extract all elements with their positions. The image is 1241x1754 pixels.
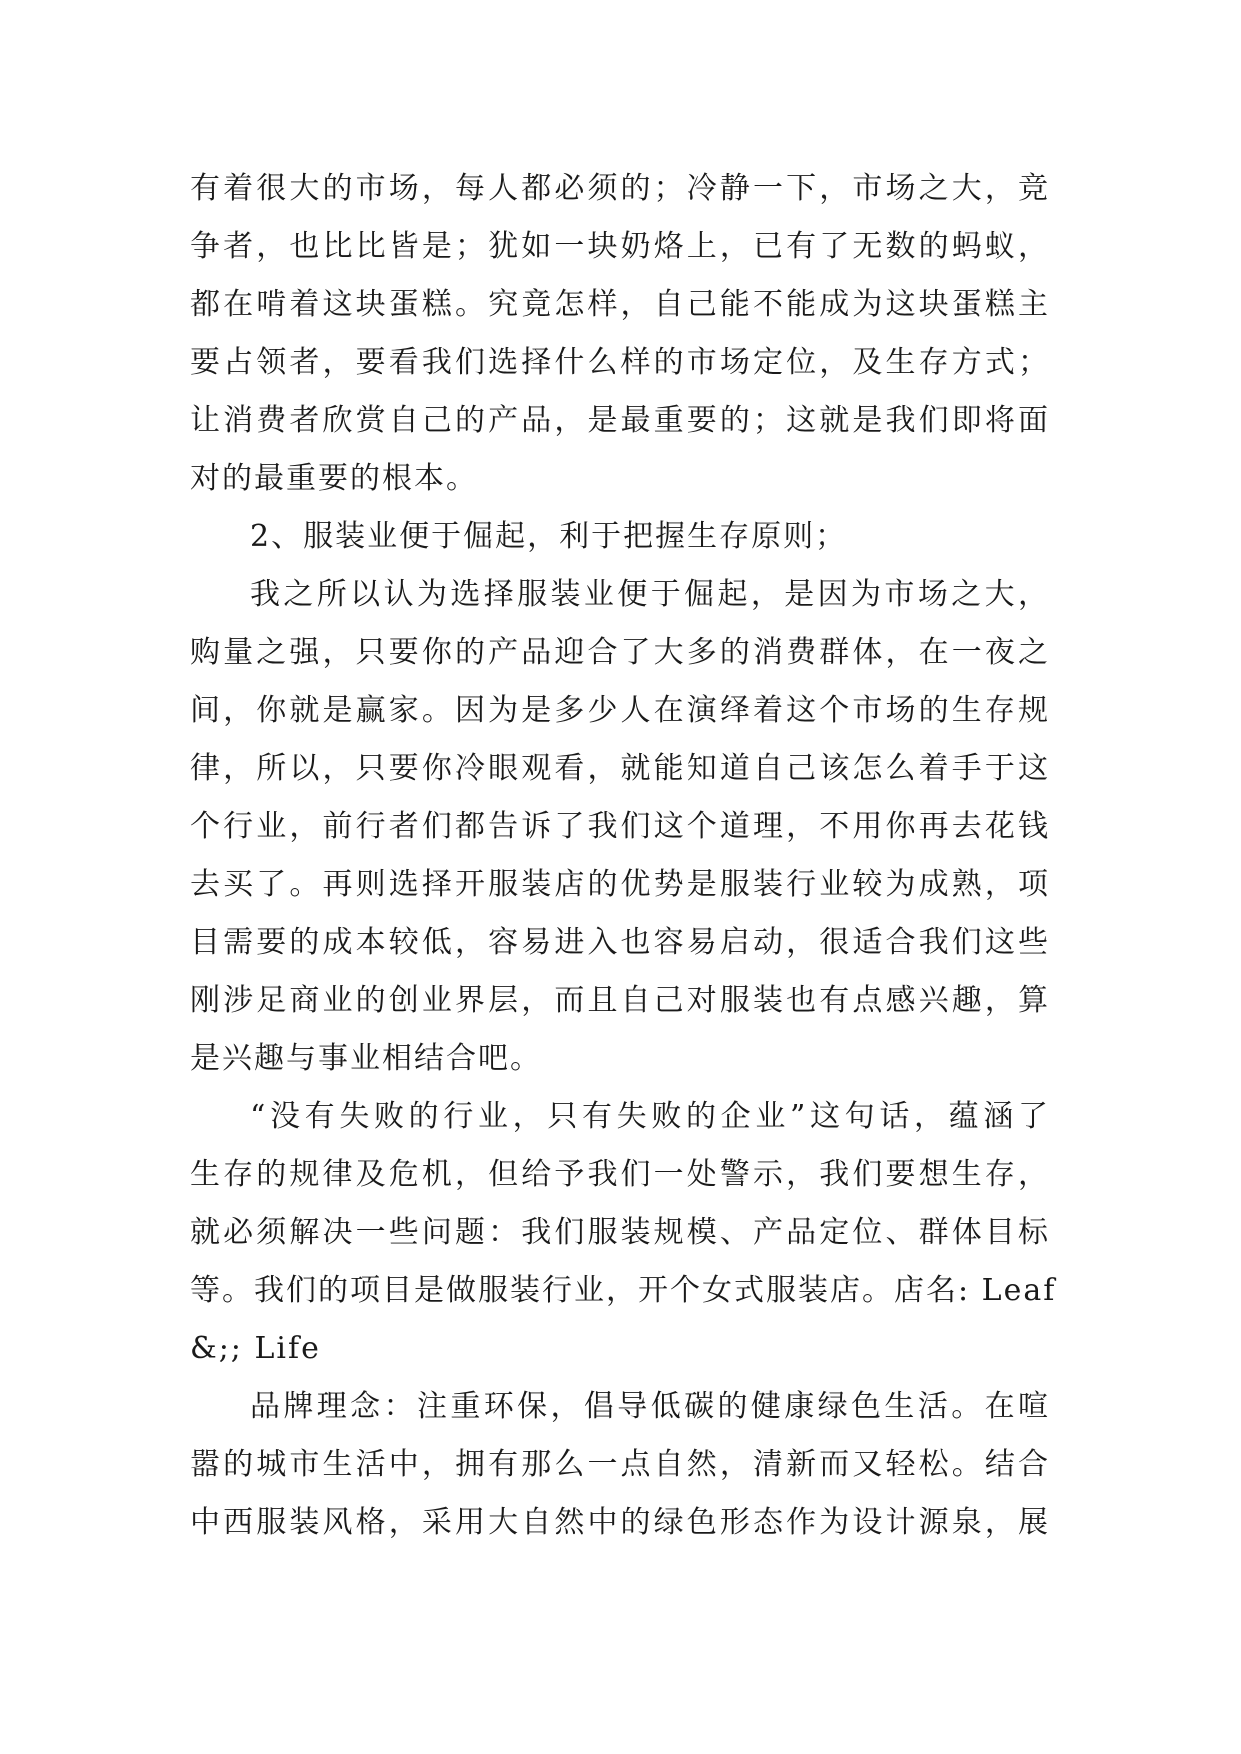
text-line: 目需要的成本较低，容易进入也容易启动，很适合我们这些 <box>190 925 1050 960</box>
text-line: 我之所以认为选择服装业便于倔起，是因为市场之大， <box>250 577 1050 612</box>
text-line: &;; Life <box>190 1331 321 1366</box>
text-line: 品牌理念：注重环保，倡导低碳的健康绿色生活。在喧 <box>250 1389 1050 1424</box>
text-line: 要占领者，要看我们选择什么样的市场定位，及生存方式； <box>190 345 1050 380</box>
text-line: 生存的规律及危机，但给予我们一处警示，我们要想生存， <box>190 1157 1050 1192</box>
text-line: 刚涉足商业的创业界层，而且自己对服装也有点感兴趣，算 <box>190 983 1050 1018</box>
text-line: “没有失败的行业，只有失败的企业”这句话，蕴涵了 <box>250 1099 1050 1134</box>
text-line: 中西服装风格，采用大自然中的绿色形态作为设计源泉，展 <box>190 1505 1050 1540</box>
text-line: 是兴趣与事业相结合吧。 <box>190 1041 542 1076</box>
text-line: 对的最重要的根本。 <box>190 461 478 496</box>
text-line: 去买了。再则选择开服装店的优势是服装行业较为成熟，项 <box>190 867 1050 902</box>
text-line: 个行业，前行者们都告诉了我们这个道理，不用你再去花钱 <box>190 809 1050 844</box>
text-line: 都在啃着这块蛋糕。究竟怎样，自己能不能成为这块蛋糕主 <box>190 287 1050 322</box>
document-body <box>190 160 1057 1552</box>
text-line: 让消费者欣赏自己的产品，是最重要的；这就是我们即将面 <box>190 403 1050 438</box>
text-line: 嚣的城市生活中，拥有那么一点自然，清新而又轻松。结合 <box>190 1447 1050 1482</box>
text-line: 就必须解决一些问题：我们服装规模、产品定位、群体目标 <box>190 1215 1050 1250</box>
text-line: 律，所以，只要你冷眼观看，就能知道自己该怎么着手于这 <box>190 751 1050 786</box>
text-line: 争者，也比比皆是；犹如一块奶烙上，已有了无数的蚂蚁， <box>190 229 1050 264</box>
text-line: 有着很大的市场，每人都必须的；冷静一下，市场之大，竞 <box>190 171 1050 206</box>
text-line: 购量之强，只要你的产品迎合了大多的消费群体，在一夜之 <box>190 635 1050 670</box>
text-line: 间，你就是赢家。因为是多少人在演绎着这个市场的生存规 <box>190 693 1050 728</box>
section-heading: 2、服装业便于倔起，利于把握生存原则； <box>250 519 848 554</box>
text-line: 等。我们的项目是做服装行业，开个女式服装店。店名: Leaf <box>190 1273 1057 1308</box>
